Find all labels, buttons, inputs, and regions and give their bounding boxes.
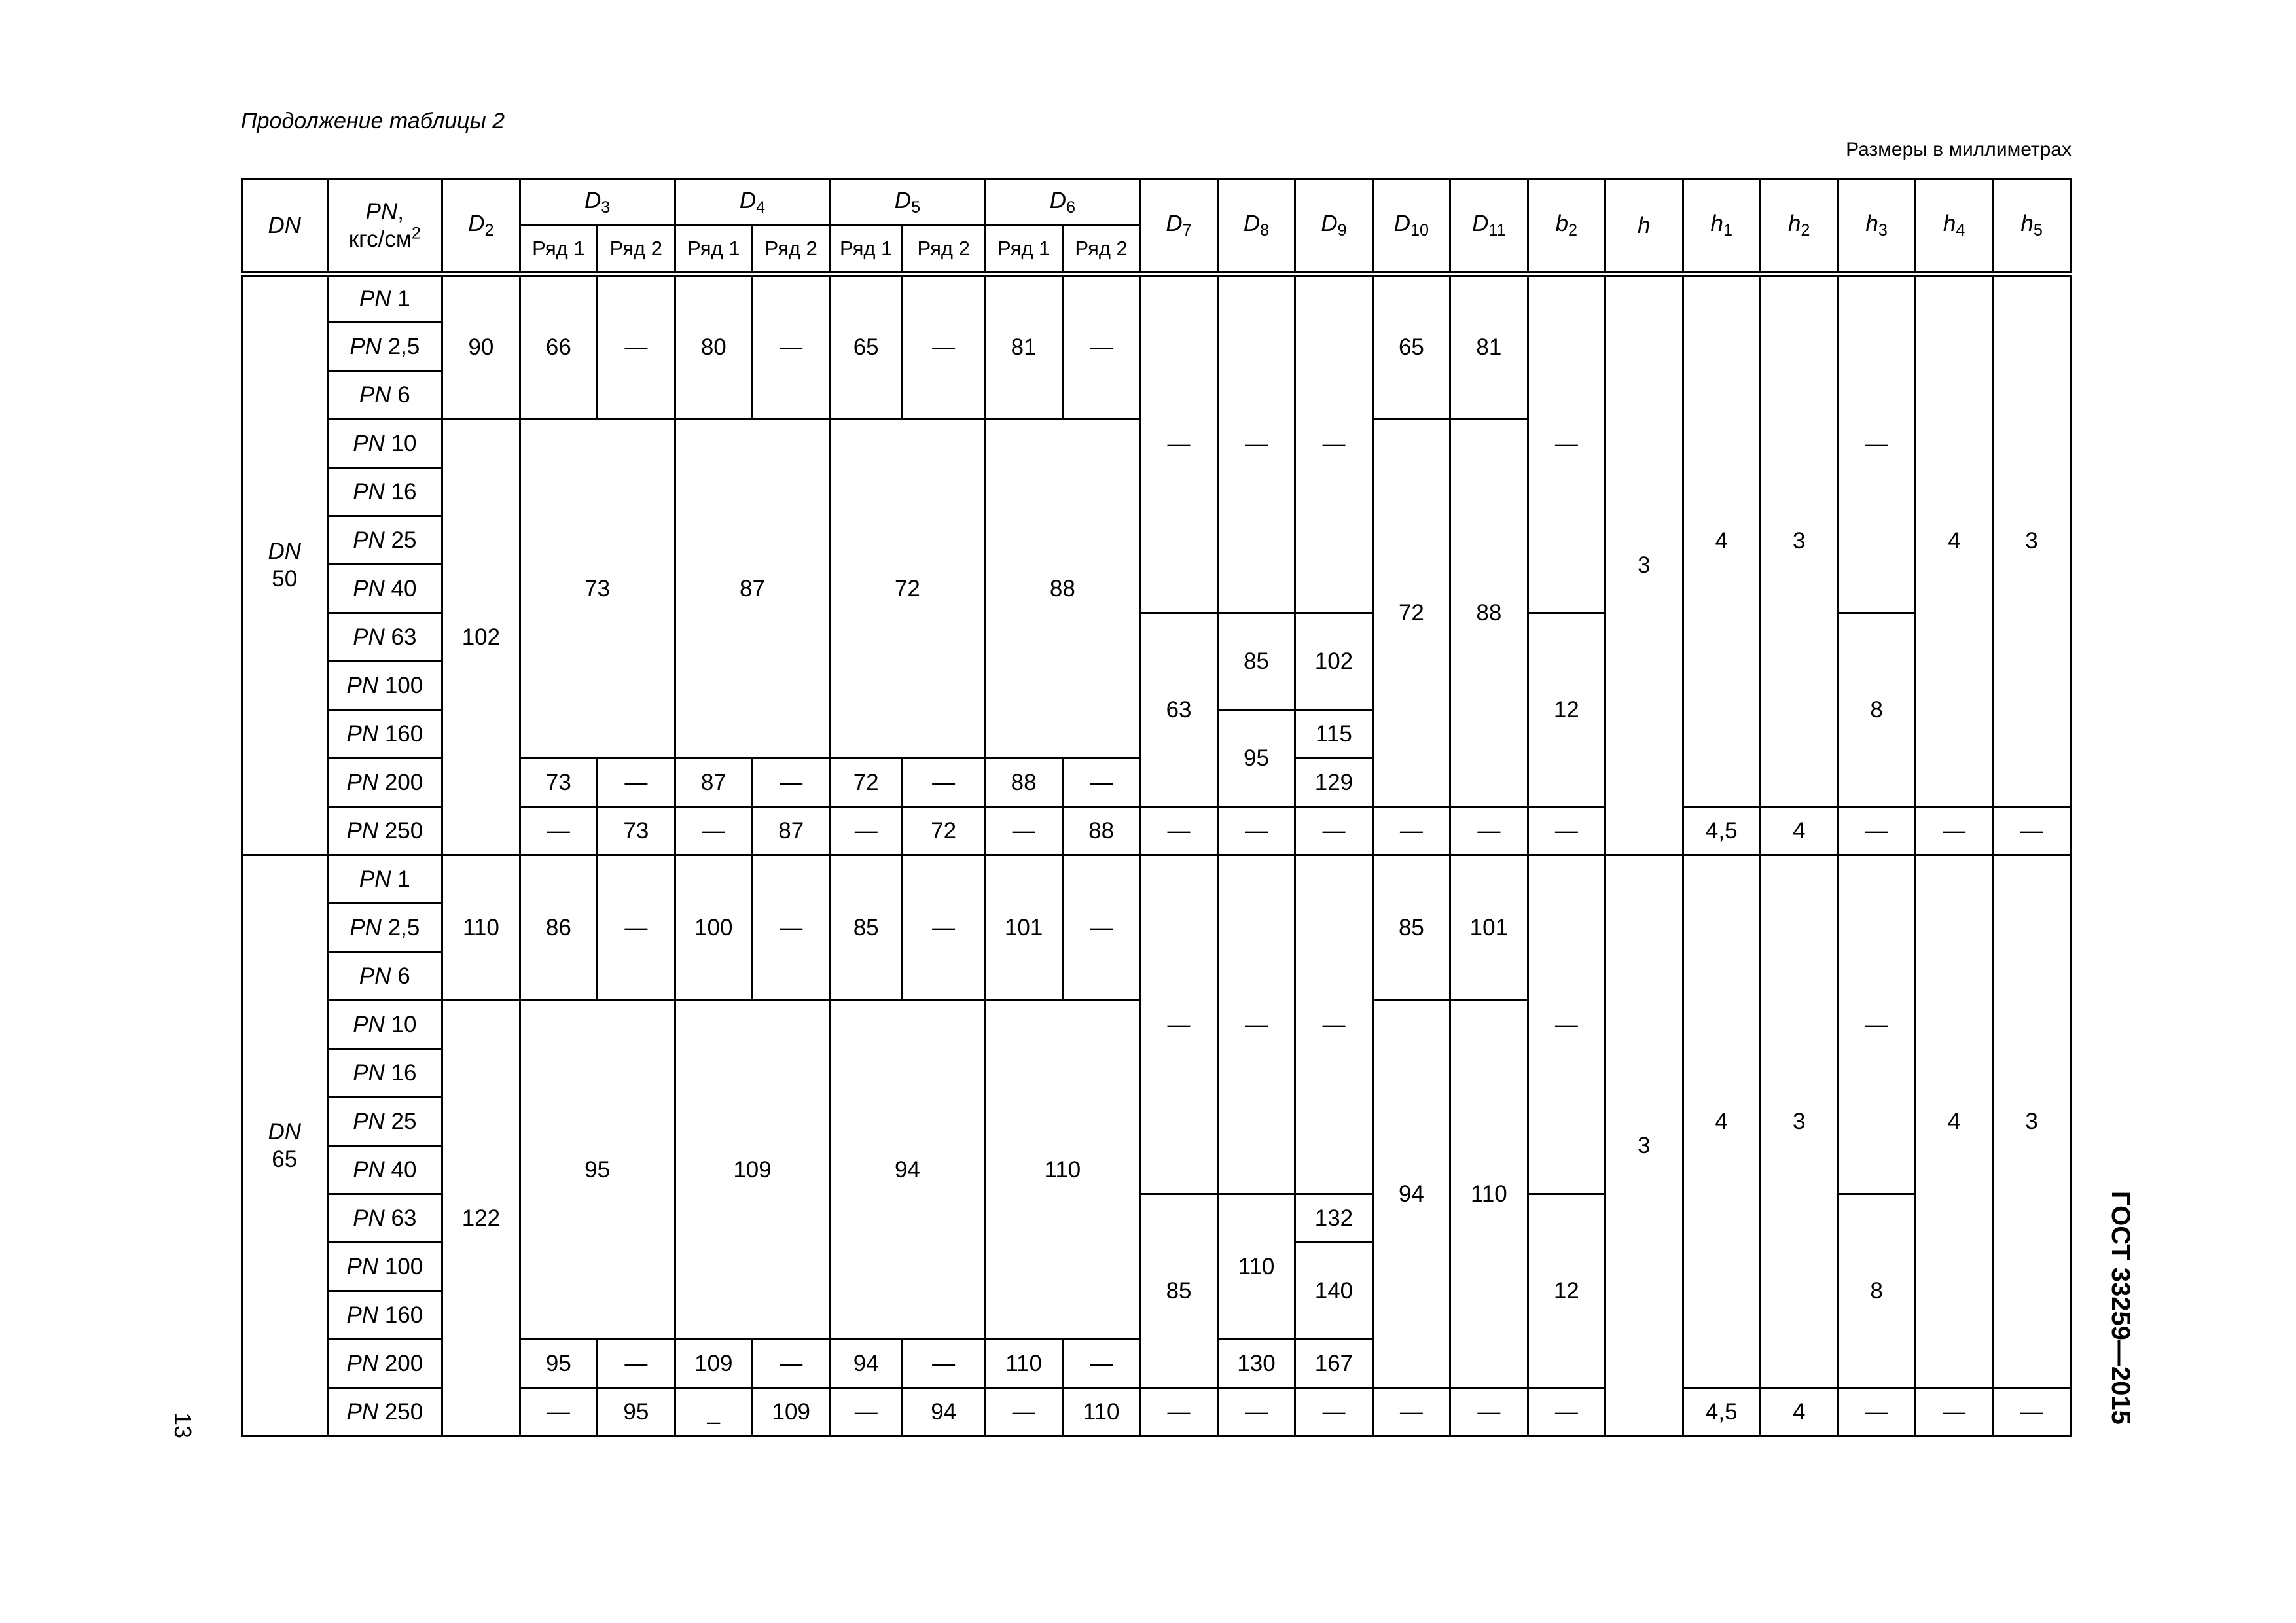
d2-cell: 110 [442, 855, 520, 1001]
header-d3: $D_3$ [520, 179, 675, 226]
b2-cell: — [1528, 807, 1605, 855]
b2-cell: — [1528, 274, 1605, 613]
d9-cell: — [1295, 855, 1372, 1194]
header-d4-row2: Ряд 2 [753, 226, 830, 274]
pn-cell: PN 160 [327, 1291, 442, 1340]
d9-cell: 140 [1295, 1243, 1372, 1340]
d3-row2-cell: 73 [598, 807, 675, 855]
pn-cell: PN 10 [327, 419, 442, 468]
d9-cell: 115 [1295, 710, 1372, 758]
d4-cell: 87 [675, 419, 830, 758]
d10-cell: 72 [1372, 419, 1450, 807]
d11-cell: — [1450, 807, 1528, 855]
d6-cell: 88 [985, 419, 1140, 758]
d4-row2-cell: — [753, 1340, 830, 1388]
d7-cell: 63 [1140, 613, 1217, 807]
d9-cell: 132 [1295, 1194, 1372, 1243]
pn-cell: PN 10 [327, 1001, 442, 1049]
units-note: Размеры в миллиметрах [1846, 139, 2072, 160]
header-pn: PN, кгс/$см^2$ [327, 179, 442, 274]
pn-cell: PN 2,5 [327, 323, 442, 371]
pn-cell: PN 200 [327, 1340, 442, 1388]
d3-row1-cell: 95 [520, 1340, 597, 1388]
h1-cell: 4,5 [1683, 1388, 1760, 1436]
d4-row1-cell: 87 [675, 758, 752, 807]
d3-row2-cell: — [598, 855, 675, 1001]
d5-row1-cell: 65 [830, 274, 902, 419]
pn-cell: PN 1 [327, 274, 442, 323]
d4-row1-cell: — [675, 807, 752, 855]
d10-cell: 85 [1372, 855, 1450, 1001]
h3-cell: — [1838, 1388, 1915, 1436]
d6-row2-cell: — [1062, 1340, 1139, 1388]
header-h3: $h_3$ [1838, 179, 1915, 274]
d4-row1-cell: _ [675, 1388, 752, 1436]
h3-cell: — [1838, 807, 1915, 855]
d6-row2-cell: 88 [1062, 807, 1139, 855]
h3-cell: 8 [1838, 613, 1915, 807]
d5-cell: 94 [830, 1001, 985, 1340]
d3-cell: 73 [520, 419, 675, 758]
header-d6-row2: Ряд 2 [1062, 226, 1139, 274]
header-d7: $D_7$ [1140, 179, 1217, 274]
d4-row2-cell: 87 [753, 807, 830, 855]
pn-cell: PN 40 [327, 1146, 442, 1194]
dn50-block [242, 274, 2071, 855]
d9-cell: 167 [1295, 1340, 1372, 1388]
d3-row1-cell: — [520, 1388, 597, 1436]
d10-cell: 65 [1372, 274, 1450, 419]
d4-row2-cell: — [753, 758, 830, 807]
d2-cell: 122 [442, 1001, 520, 1436]
d6-row2-cell: — [1062, 274, 1139, 419]
d6-row2-cell: — [1062, 758, 1139, 807]
d10-cell: — [1372, 1388, 1450, 1436]
header-d3-row2: Ряд 2 [598, 226, 675, 274]
d6-row1-cell: — [985, 1388, 1062, 1436]
d8-cell: — [1217, 855, 1295, 1194]
d4-row2-cell: 109 [753, 1388, 830, 1436]
h2-cell: 3 [1760, 274, 1837, 807]
d11-cell: 101 [1450, 855, 1528, 1001]
h-cell: 3 [1605, 274, 1683, 855]
d9-cell: — [1295, 274, 1372, 613]
pn-cell: PN 250 [327, 807, 442, 855]
d5-cell: 72 [830, 419, 985, 758]
pn-cell: PN 16 [327, 1049, 442, 1097]
header-d2: $D_2$ [442, 179, 520, 274]
header-h1: $h_1$ [1683, 179, 1760, 274]
dn-cell: DN 50 [242, 274, 328, 855]
pn-cell: PN 63 [327, 1194, 442, 1243]
d5-row1-cell: — [830, 1388, 902, 1436]
header-d4-row1: Ряд 1 [675, 226, 752, 274]
d7-cell: — [1140, 855, 1217, 1194]
d7-cell: — [1140, 274, 1217, 613]
d9-cell: — [1295, 1388, 1372, 1436]
d7-cell: — [1140, 807, 1217, 855]
d10-cell: 94 [1372, 1001, 1450, 1388]
d11-cell: 110 [1450, 1001, 1528, 1388]
header-h4: $h_4$ [1915, 179, 1992, 274]
pn-cell: PN 250 [327, 1388, 442, 1436]
d7-cell: — [1140, 1388, 1217, 1436]
d9-cell: 102 [1295, 613, 1372, 710]
pn-cell: PN 100 [327, 1243, 442, 1291]
pn-cell: PN 2,5 [327, 904, 442, 952]
h3-cell: — [1838, 274, 1915, 613]
d9-cell: — [1295, 807, 1372, 855]
d9-cell: 129 [1295, 758, 1372, 807]
pn-cell: PN 6 [327, 952, 442, 1001]
d6-row2-cell: 110 [1062, 1388, 1139, 1436]
d6-row1-cell: 101 [985, 855, 1062, 1001]
header-d5-row1: Ряд 1 [830, 226, 902, 274]
d11-cell: 81 [1450, 274, 1528, 419]
dn-cell: DN 65 [242, 855, 328, 1436]
header-b2: $b_2$ [1528, 179, 1605, 274]
d5-row1-cell: 94 [830, 1340, 902, 1388]
d3-row2-cell: — [598, 1340, 675, 1388]
header-d6-row1: Ряд 1 [985, 226, 1062, 274]
standard-designation: ГОСТ 33259—2015 [2106, 1191, 2135, 1425]
header-d10: $D_{10}$ [1372, 179, 1450, 274]
d5-row2-cell: — [902, 758, 985, 807]
header-d4: $D_4$ [675, 179, 830, 226]
h4-cell: — [1915, 1388, 1992, 1436]
d4-row2-cell: — [753, 274, 830, 419]
pn-cell: PN 160 [327, 710, 442, 758]
h3-cell: — [1838, 855, 1915, 1194]
d2-cell: 102 [442, 419, 520, 855]
d5-row2-cell: — [902, 274, 985, 419]
d3-row1-cell: 73 [520, 758, 597, 807]
dimensions-table [241, 178, 2072, 1437]
h5-cell: — [1993, 807, 2071, 855]
dn65-block [242, 855, 2071, 1436]
h2-cell: 4 [1760, 1388, 1837, 1436]
header-d5: $D_5$ [830, 179, 985, 226]
d11-cell: 88 [1450, 419, 1528, 807]
d5-row1-cell: — [830, 807, 902, 855]
d6-row1-cell: 81 [985, 274, 1062, 419]
pn-cell: PN 200 [327, 758, 442, 807]
d8-cell: — [1217, 1388, 1295, 1436]
d8-cell: 130 [1217, 1340, 1295, 1388]
h5-cell: 3 [1993, 274, 2071, 807]
d6-row1-cell: 110 [985, 1340, 1062, 1388]
h2-cell: 3 [1760, 855, 1837, 1388]
header-d9: $D_9$ [1295, 179, 1372, 274]
header-d5-row2: Ряд 2 [902, 226, 985, 274]
d3-row1-cell: 66 [520, 274, 597, 419]
b2-cell: 12 [1528, 1194, 1605, 1388]
h5-cell: — [1993, 1388, 2071, 1436]
d3-cell: 95 [520, 1001, 675, 1340]
d8-cell: 85 [1217, 613, 1295, 710]
d5-row2-cell: 72 [902, 807, 985, 855]
h4-cell: 4 [1915, 855, 1992, 1388]
h5-cell: 3 [1993, 855, 2071, 1388]
d3-row2-cell: — [598, 758, 675, 807]
header-h2: $h_2$ [1760, 179, 1837, 274]
d4-cell: 109 [675, 1001, 830, 1340]
h1-cell: 4 [1683, 855, 1760, 1388]
d8-cell: — [1217, 274, 1295, 613]
d5-row2-cell: — [902, 855, 985, 1001]
d8-cell: 110 [1217, 1194, 1295, 1340]
d11-cell: — [1450, 1388, 1528, 1436]
d3-row2-cell: 95 [598, 1388, 675, 1436]
pn-cell: PN 63 [327, 613, 442, 662]
header-d8: $D_8$ [1217, 179, 1295, 274]
h3-cell: 8 [1838, 1194, 1915, 1388]
h4-cell: 4 [1915, 274, 1992, 807]
d5-row2-cell: — [902, 1340, 985, 1388]
h2-cell: 4 [1760, 807, 1837, 855]
d2-cell: 90 [442, 274, 520, 419]
pn-cell: PN 100 [327, 662, 442, 710]
d5-row1-cell: 85 [830, 855, 902, 1001]
d3-row2-cell: — [598, 274, 675, 419]
b2-cell: — [1528, 1388, 1605, 1436]
header-h5: $h_5$ [1993, 179, 2071, 274]
header-d6: $D_6$ [985, 179, 1140, 226]
d7-cell: 85 [1140, 1194, 1217, 1388]
h1-cell: 4 [1683, 274, 1760, 807]
pn-cell: PN 25 [327, 1097, 442, 1146]
d8-cell: 95 [1217, 710, 1295, 807]
d6-cell: 110 [985, 1001, 1140, 1340]
header-h: h [1605, 179, 1683, 274]
pn-cell: PN 1 [327, 855, 442, 904]
d6-row2-cell: — [1062, 855, 1139, 1001]
header-d3-row1: Ряд 1 [520, 226, 597, 274]
table-caption: Продолжение таблицы 2 [241, 109, 505, 134]
d6-row1-cell: 88 [985, 758, 1062, 807]
d4-row1-cell: 100 [675, 855, 752, 1001]
d10-cell: — [1372, 807, 1450, 855]
table-row [242, 274, 2071, 323]
d8-cell: — [1217, 807, 1295, 855]
d3-row1-cell: — [520, 807, 597, 855]
b2-cell: 12 [1528, 613, 1605, 807]
d5-row2-cell: 94 [902, 1388, 985, 1436]
pn-cell: PN 40 [327, 565, 442, 613]
h-cell: 3 [1605, 855, 1683, 1436]
header-dn: DN [242, 179, 328, 274]
pn-cell: PN 25 [327, 516, 442, 565]
d4-row1-cell: 80 [675, 274, 752, 419]
d6-row1-cell: — [985, 807, 1062, 855]
pn-cell: PN 16 [327, 468, 442, 516]
table-row [242, 855, 2071, 904]
page-number: 13 [170, 1412, 196, 1439]
pn-cell: PN 6 [327, 371, 442, 419]
b2-cell: — [1528, 855, 1605, 1194]
h1-cell: 4,5 [1683, 807, 1760, 855]
h4-cell: — [1915, 807, 1992, 855]
d4-row2-cell: — [753, 855, 830, 1001]
d4-row1-cell: 109 [675, 1340, 752, 1388]
d3-row1-cell: 86 [520, 855, 597, 1001]
header-d11: $D_{11}$ [1450, 179, 1528, 274]
d5-row1-cell: 72 [830, 758, 902, 807]
